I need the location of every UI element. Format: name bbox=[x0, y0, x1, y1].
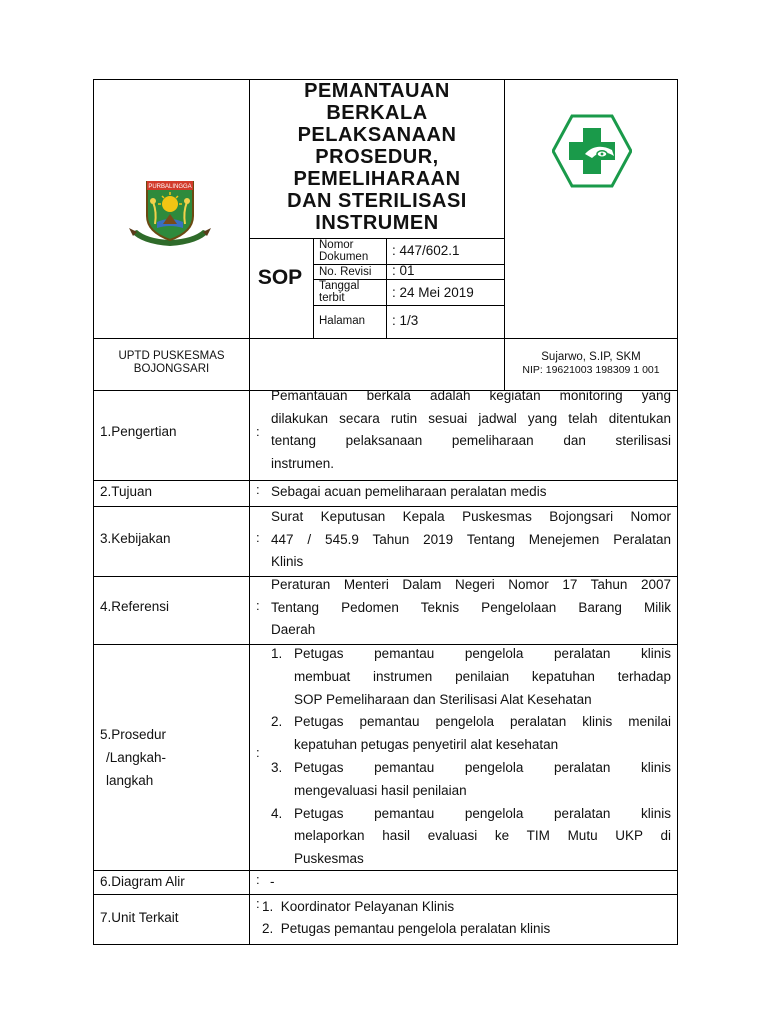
list-item: 1. Koordinator Pelayanan Klinis bbox=[262, 899, 455, 914]
title-line: PELAKSANAAN bbox=[297, 124, 457, 146]
list-item: 2. Petugas pemantau pengelola peralatan klinis bbox=[262, 921, 551, 936]
meta-value-nomor: : 447/602.1 bbox=[392, 243, 460, 258]
label-prosedur: 5.Prosedur /Langkah- langkah bbox=[100, 727, 167, 788]
sop-label: SOP bbox=[257, 266, 303, 289]
colon: : bbox=[256, 872, 260, 887]
colon: : bbox=[256, 745, 260, 760]
meta-value-tanggal: : 24 Mei 2019 bbox=[392, 285, 474, 300]
meta-label-tanggal: Tanggal terbit bbox=[319, 280, 360, 304]
list-item: 2. Petugas pemantau pengelola peralatan klinis menilai kepatuhan petugas penyetiril alat kesehatan bbox=[271, 714, 671, 753]
label-referensi: 4.Referensi bbox=[100, 599, 170, 614]
meta-label-revisi: No. Revisi bbox=[319, 266, 372, 278]
label-kebijakan: 3.Kebijakan bbox=[100, 531, 171, 546]
label-unit-terkait: 7.Unit Terkait bbox=[100, 910, 179, 925]
logo-label: PURBALINGGA bbox=[148, 184, 192, 190]
regency-logo bbox=[127, 172, 213, 250]
text-diagram-alir: - bbox=[270, 874, 275, 889]
title-line: INSTRUMEN bbox=[315, 212, 439, 234]
text-referensi: Peraturan Menteri Dalam Negeri Nomor 17 Tahun 2007 Tentang Pedomen Teknis Pengelolaan Barang Milik Daerah bbox=[271, 577, 671, 637]
title-line: BERKALA bbox=[326, 102, 428, 124]
text-kebijakan: Surat Keputusan Kepala Puskesmas Bojongsari Nomor 447 / 545.9 Tahun 2019 Tentang Menejemen Peralatan Klinis bbox=[271, 509, 671, 569]
signer-name: Sujarwo, S.IP, SKM bbox=[541, 351, 641, 363]
colon: : bbox=[256, 530, 260, 545]
list-item: 4. Petugas pemantau pengelola peralatan klinis melaporkan hasil evaluasi ke TIM Mutu UKP di Puskesmas bbox=[271, 805, 671, 867]
meta-label-nomor: Nomor Dokumen bbox=[319, 239, 369, 263]
meta-value-revisi: : 01 bbox=[392, 263, 415, 278]
colon: : bbox=[256, 482, 260, 497]
health-logo bbox=[552, 114, 632, 188]
signer-block bbox=[505, 351, 677, 377]
list-item: 1. Petugas pemantau pengelola peralatan klinis membuat instrumen penilaian kepatuhan terhadap SOP Pemeliharaan dan Sterilisasi Alat Kesehatan bbox=[271, 646, 671, 707]
title-line: DAN STERILISASI bbox=[287, 190, 467, 212]
label-tujuan: 2.Tujuan bbox=[100, 484, 153, 499]
text-tujuan: Sebagai acuan pemeliharaan peralatan medis bbox=[271, 484, 547, 499]
colon: : bbox=[256, 424, 260, 439]
title-line: PEMANTAUAN bbox=[304, 80, 450, 102]
label-pengertian: 1.Pengertian bbox=[100, 424, 177, 439]
document-title bbox=[250, 80, 504, 234]
list-item: 3. Petugas pemantau pengelola peralatan klinis mengevaluasi hasil penilaian bbox=[271, 759, 671, 798]
meta-label-halaman: Halaman bbox=[319, 315, 366, 327]
signer-nip: NIP: 19621003 198309 1 001 bbox=[522, 364, 660, 376]
org-name: UPTD PUSKESMAS BOJONGSARI bbox=[118, 350, 225, 375]
title-line: PEMELIHARAAN bbox=[293, 168, 461, 190]
meta-value-halaman: : 1/3 bbox=[392, 313, 419, 328]
prosedur-list bbox=[271, 643, 671, 871]
label-diagram-alir: 6.Diagram Alir bbox=[100, 874, 185, 889]
text-pengertian: Pemantauan berkala adalah kegiatan monitoring yang dilakukan secara rutin sesuai jadwal yang telah ditentukan tentang pelaksanaan pemeliharaan dan sterilisasi instrumen. bbox=[271, 388, 671, 471]
colon: : bbox=[256, 896, 260, 911]
colon: : bbox=[256, 598, 260, 613]
title-line: PROSEDUR, bbox=[315, 146, 439, 168]
